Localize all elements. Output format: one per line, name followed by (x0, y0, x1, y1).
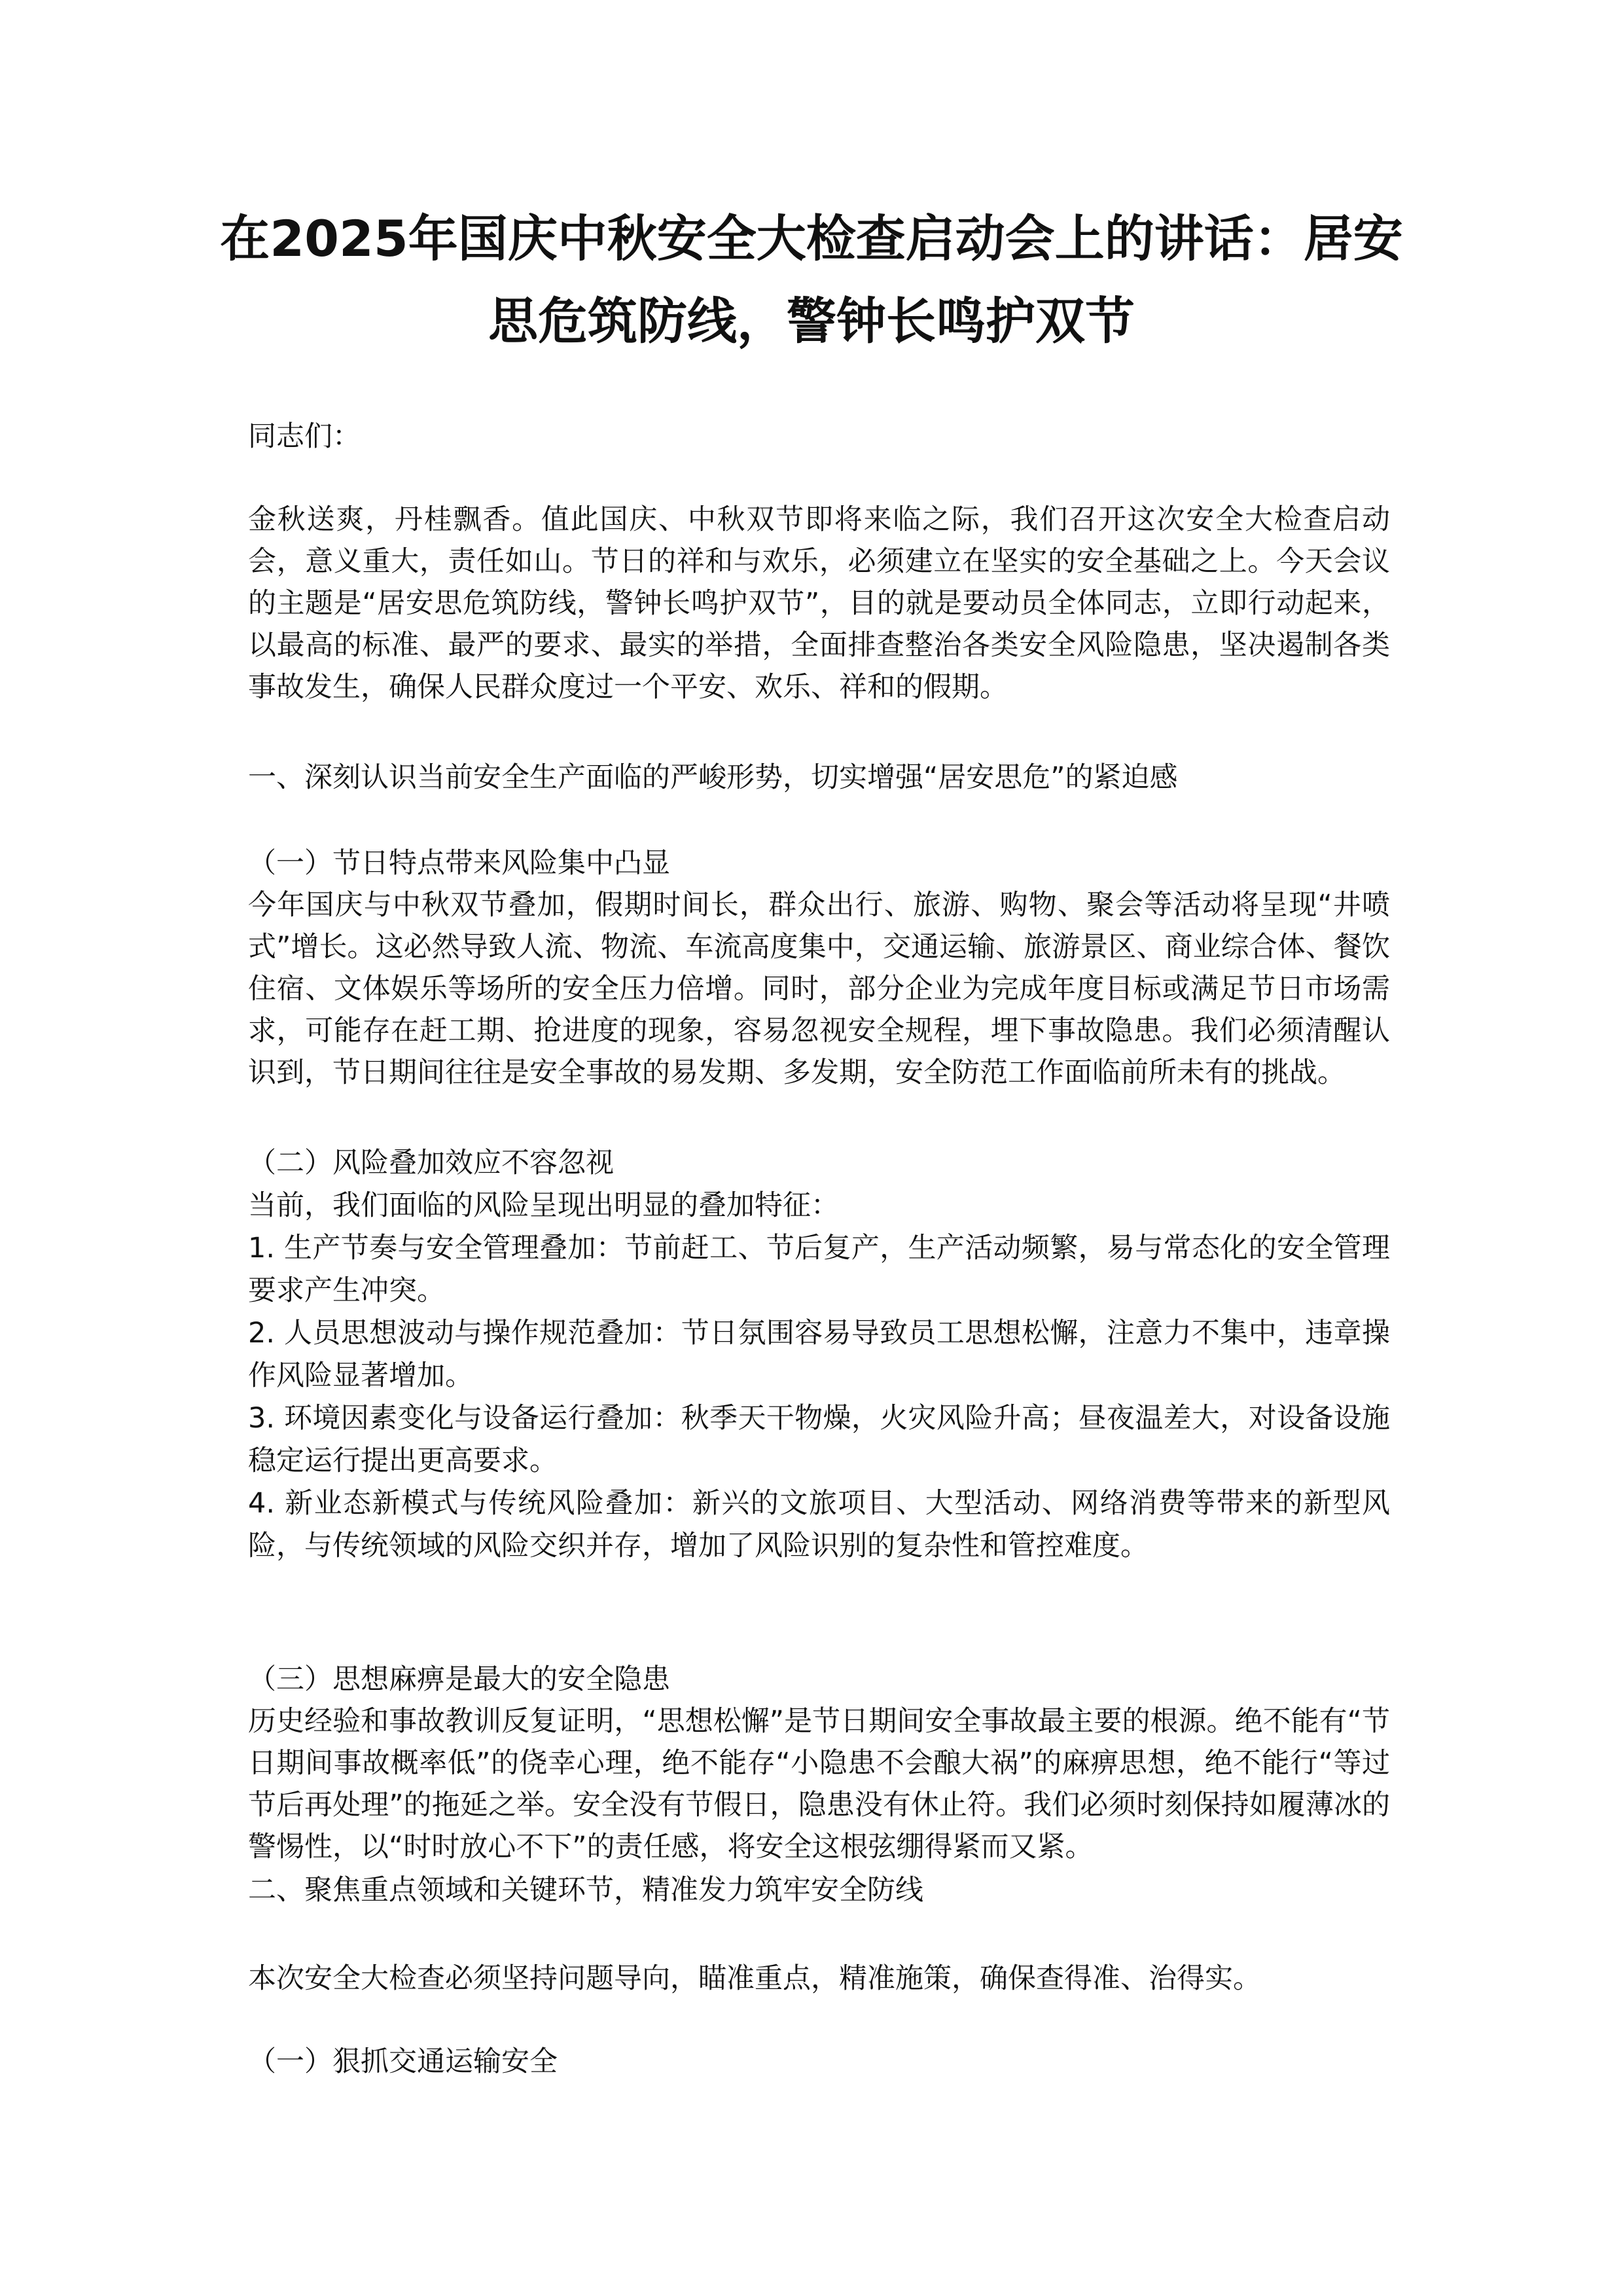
list-item: 2. 人员思想波动与操作规范叠加：节日氛围容易导致员工思想松懈，注意力不集中，违章操作风险显著增加。 (248, 1317, 1390, 1392)
paragraph: 当前，我们面临的风险呈现出明显的叠加特征： (248, 1189, 839, 1222)
salutation: 同志们： (248, 420, 361, 453)
document-title: 在2025年国庆中秋安全大检查启动会上的讲话：居安思危筑防线，警钟长鸣护双节 (220, 209, 1403, 350)
list-item: 4. 新业态新模式与传统风险叠加：新兴的文旅项目、大型活动、网络消费等带来的新型风险，与传统领域的风险交织并存，增加了风险识别的复杂性和管控难度。 (248, 1487, 1390, 1562)
sub-heading: （一）节日特点带来风险集中凸显 (248, 847, 670, 880)
section-2-heading: 二、聚焦重点领域和关键环节，精准发力筑牢安全防线 (248, 1874, 923, 1907)
section-1-sub-3 (248, 1659, 1390, 1868)
section-2-sub-1-heading: （一）狠抓交通运输安全 (248, 2045, 558, 2078)
section-2-intro: 本次安全大检查必须坚持问题导向，瞄准重点，精准施策，确保查得准、治得实。 (248, 1962, 1261, 1995)
section-1-heading: 一、深刻认识当前安全生产面临的严峻形势，切实增强“居安思危”的紧迫感 (248, 761, 1178, 794)
section-1-sub-1 (248, 842, 1390, 1094)
paragraph: 今年国庆与中秋双节叠加，假期时间长，群众出行、旅游、购物、聚会等活动将呈现“井喷式”增长。这必然导致人流、物流、车流高度集中，交通运输、旅游景区、商业综合体、餐饮住宿、文体娱乐等场所的安全压力倍增。同时，部分企业为完成年度目标或满足节日市场需求，可能存在赶工期、抢进度的现象，容易忽视安全规程，埋下事故隐患。我们必须清醒认识到，节日期间往往是安全事故的易发期、多发期，安全防范工作面临前所未有的挑战。 (248, 889, 1390, 1089)
list-item: 1. 生产节奏与安全管理叠加：节前赶工、节后复产，生产活动频繁，易与常态化的安全管理要求产生冲突。 (248, 1232, 1390, 1307)
section-1-sub-2 (248, 1142, 1390, 1568)
intro-paragraph: 金秋送爽，丹桂飘香。值此国庆、中秋双节即将来临之际，我们召开这次安全大检查启动会，意义重大，责任如山。节日的祥和与欢乐，必须建立在坚实的安全基础之上。今天会议的主题是“居安思危筑防线，警钟长鸣护双节”，目的就是要动员全体同志，立即行动起来，以最高的标准、最严的要求、最实的举措，全面排查整治各类安全风险隐患，坚决遏制各类事故发生，确保人民群众度过一个平安、欢乐、祥和的假期。 (248, 503, 1390, 704)
sub-heading: （三）思想麻痹是最大的安全隐患 (248, 1663, 670, 1696)
paragraph: 历史经验和事故教训反复证明，“思想松懈”是节日期间安全事故最主要的根源。绝不能有“节日期间事故概率低”的侥幸心理，绝不能存“小隐患不会酿大祸”的麻痹思想，绝不能行“等过节后再处理”的拖延之举。安全没有节假日，隐患没有休止符。我们必须时刻保持如履薄冰的警惕性，以“时时放心不下”的责任感，将安全这根弦绷得紧而又紧。 (248, 1705, 1390, 1863)
sub-heading: （二）风险叠加效应不容忽视 (248, 1147, 614, 1179)
list-item: 3. 环境因素变化与设备运行叠加：秋季天干物燥，火灾风险升高；昼夜温差大，对设备设施稳定运行提出更高要求。 (248, 1402, 1390, 1477)
